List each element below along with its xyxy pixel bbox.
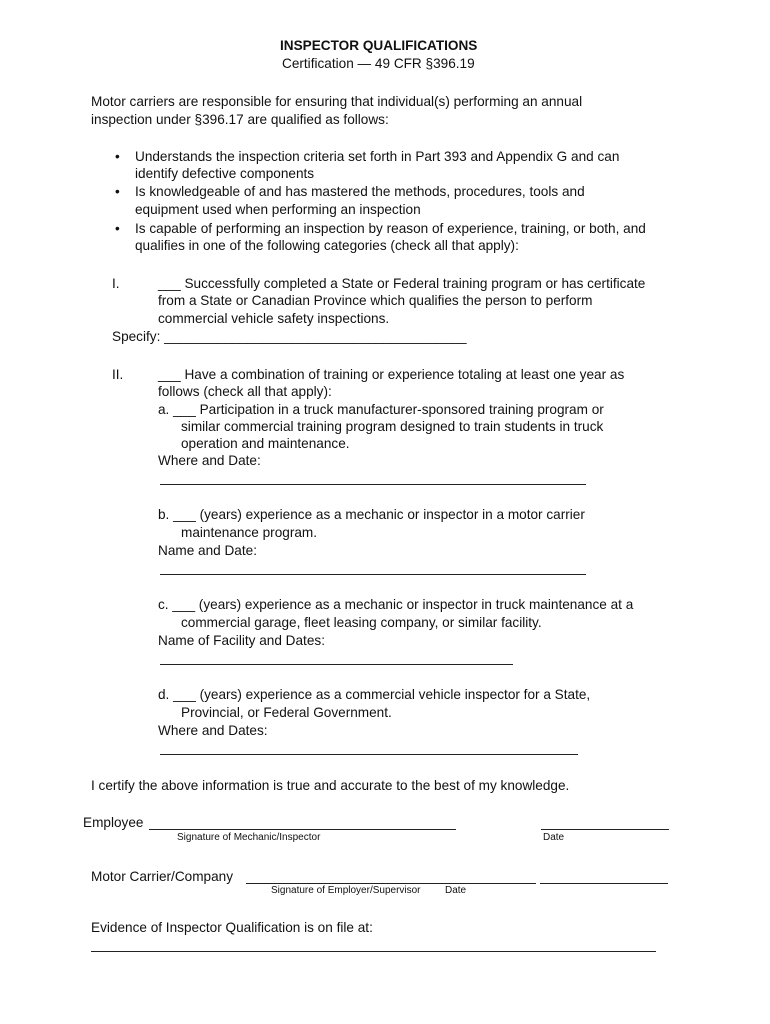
item-b-line-1[interactable]: b. ___ (years) experience as a mechanic or inspector in a motor carrier — [158, 507, 585, 522]
item-b-blank[interactable] — [160, 574, 586, 575]
section-1-line-3: commercial vehicle safety inspections. — [158, 311, 390, 326]
intro-line-1: Motor carriers are responsible for ensuring that individual(s) performing an annual — [91, 94, 583, 109]
carrier-signature-line[interactable] — [246, 883, 536, 884]
employee-signature-line[interactable] — [149, 829, 456, 830]
section-2-numeral: II. — [112, 367, 124, 382]
item-d-line-2: Provincial, or Federal Government. — [181, 705, 392, 720]
item-d-line-1[interactable]: d. ___ (years) experience as a commercial vehicle inspector for a State, — [158, 687, 591, 702]
item-c-blank[interactable] — [160, 664, 513, 665]
carrier-label: Motor Carrier/Company — [91, 869, 234, 884]
item-a-label: Where and Date: — [158, 453, 261, 468]
bullet-1-line-1: Understands the inspection criteria set forth in Part 393 and Appendix G and can — [135, 149, 620, 164]
employee-date-line[interactable] — [541, 829, 669, 830]
item-a-line-2: similar commercial training program designed to train students in truck — [181, 419, 604, 434]
section-2-line-1[interactable]: ___ Have a combination of training or experience totaling at least one year as — [158, 367, 625, 382]
item-a-blank[interactable] — [160, 484, 586, 485]
evidence-label: Evidence of Inspector Qualification is on file at: — [91, 920, 373, 935]
intro-line-2: inspection under §396.17 are qualified as follows: — [91, 112, 389, 127]
employee-signature-caption: Signature of Mechanic/Inspector — [177, 832, 321, 843]
item-d-blank[interactable] — [160, 754, 578, 755]
carrier-date-caption: Date — [445, 885, 467, 896]
item-a-line-1[interactable]: a. ___ Participation in a truck manufacturer-sponsored training program or — [158, 402, 604, 417]
certify-statement: I certify the above information is true and accurate to the best of my knowledge. — [91, 778, 570, 793]
item-d-label: Where and Dates: — [158, 723, 268, 738]
specify-field[interactable]: Specify: ________________________________________ — [112, 329, 467, 344]
item-c-line-1[interactable]: c. ___ (years) experience as a mechanic or inspector in truck maintenance at a — [158, 597, 634, 612]
bullet-3-line-2: qualifies in one of the following categories (check all that apply): — [135, 238, 519, 253]
evidence-location-line[interactable] — [91, 951, 656, 952]
bullet-2-line-2: equipment used when performing an inspection — [135, 202, 421, 217]
bullet-2-glyph: • — [115, 184, 120, 199]
bullet-2-line-1: Is knowledgeable of and has mastered the methods, procedures, tools and — [135, 184, 585, 199]
employee-date-caption: Date — [543, 832, 565, 843]
bullet-1-line-2: identify defective components — [135, 166, 315, 181]
section-1-numeral: I. — [112, 276, 120, 291]
carrier-date-line[interactable] — [540, 883, 668, 884]
item-b-line-2: maintenance program. — [181, 525, 318, 540]
item-c-line-2: commercial garage, fleet leasing company, or similar facility. — [181, 615, 542, 630]
carrier-signature-caption: Signature of Employer/Supervisor — [271, 885, 421, 896]
employee-label: Employee — [83, 815, 144, 830]
item-b-label: Name and Date: — [158, 543, 257, 558]
item-a-line-3: operation and maintenance. — [181, 436, 350, 451]
section-1-line-1[interactable]: ___ Successfully completed a State or Federal training program or has certificate — [158, 276, 646, 291]
page-subtitle: Certification — 49 CFR §396.19 — [282, 56, 475, 71]
page-title: INSPECTOR QUALIFICATIONS — [280, 38, 478, 53]
bullet-3-glyph: • — [115, 221, 120, 236]
bullet-1-glyph: • — [115, 149, 120, 164]
section-2-line-2: follows (check all that apply): — [158, 384, 332, 399]
section-1-line-2: from a State or Canadian Province which qualifies the person to perform — [158, 293, 593, 308]
item-c-label: Name of Facility and Dates: — [158, 633, 325, 648]
bullet-3-line-1: Is capable of performing an inspection by reason of experience, training, or both, and — [135, 221, 646, 236]
